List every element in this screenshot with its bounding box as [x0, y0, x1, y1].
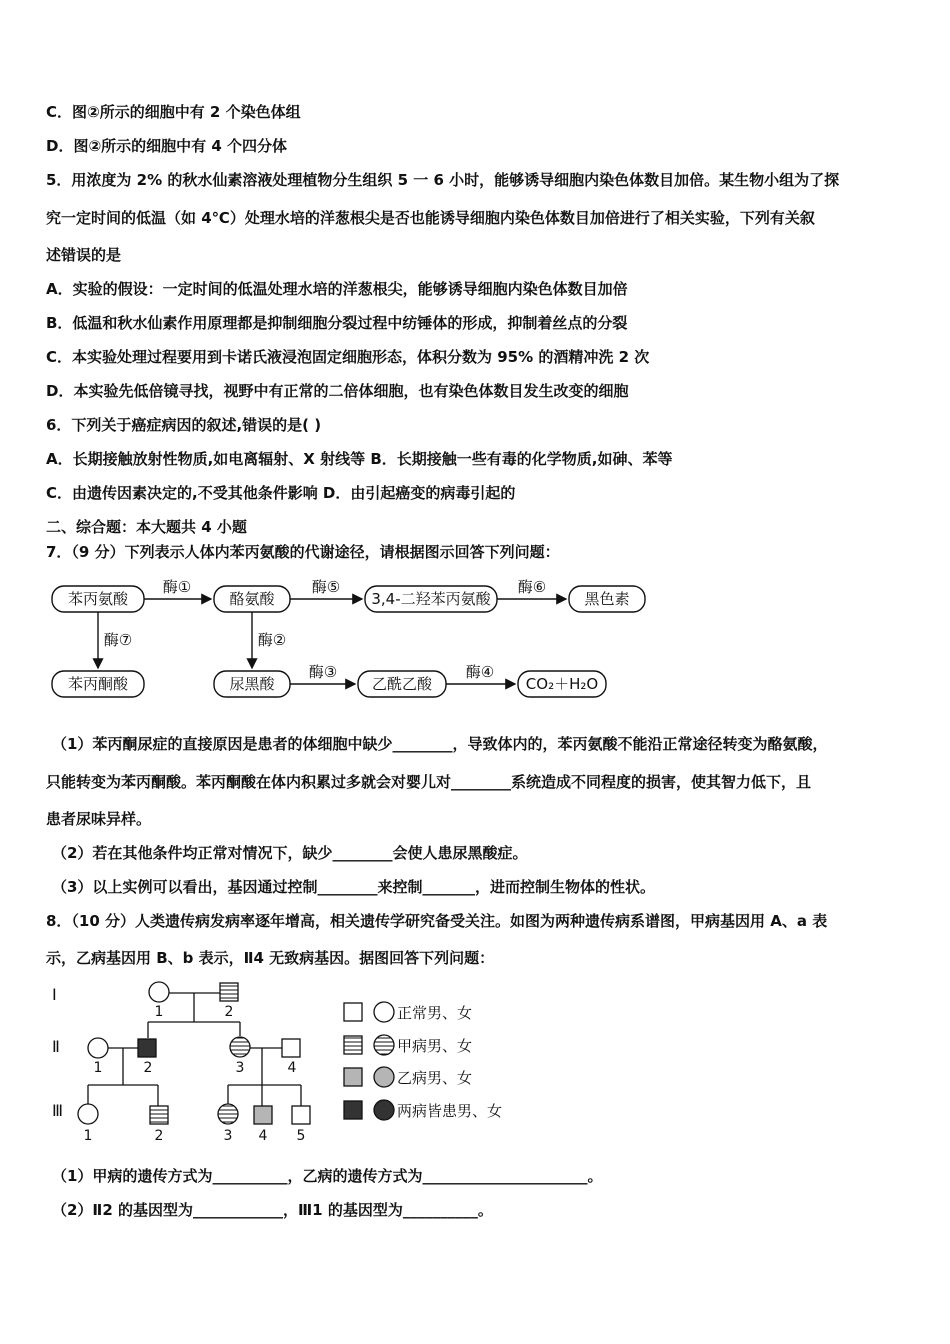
II-4-number: 4	[287, 1060, 297, 1076]
label-e6: 酶⑥	[517, 578, 547, 596]
node-dopa-box	[365, 586, 497, 612]
q7-part2: （2）若在其他条件均正常对情况下，缺少________会使人患尿黑酸症。	[52, 844, 528, 862]
II-2-number: 2	[143, 1060, 153, 1076]
node-phenylpyruvic-box	[52, 671, 144, 697]
label-e2: 酶②	[257, 631, 287, 649]
legend-yi-male-symbol	[344, 1068, 362, 1086]
I-2-jia-male	[220, 983, 238, 1001]
q5-option-d: D．本实验先低倍镜寻找，视野中有正常的二倍体细胞，也有染色体数目发生改变的细胞	[46, 382, 629, 400]
q5-stem-line2: 究一定时间的低温（如 4℃）处理水培的洋葱根尖是否也能诱导细胞内染色体数目加倍进行了相关实验，下列有关叙	[46, 209, 815, 227]
q8-part2: （2）Ⅱ2 的基因型为____________，Ⅲ1 的基因型为__________。	[52, 1201, 493, 1219]
q7-part1-line1: （1）苯丙酮尿症的直接原因是患者的体细胞中缺少________，导致体内的，苯丙氨酸不能沿正常途径转变为酪氨酸，	[52, 735, 828, 753]
label-e5: 酶⑤	[311, 578, 341, 596]
label-e3: 酶③	[308, 663, 338, 681]
label-e7: 酶⑦	[103, 631, 133, 649]
legend-both-male-symbol	[344, 1101, 362, 1119]
node-phenylalanine-box	[52, 586, 144, 612]
q5-stem-line1: 5．用浓度为 2% 的秋水仙素溶液处理植物分生组织 5 一 6 小时，能够诱导细胞内染色体数目加倍。某生物小组为了探	[46, 171, 840, 189]
II-4-normal-male	[282, 1039, 300, 1057]
section-2-heading: 二、综合题：本大题共 4 小题	[46, 518, 247, 536]
q5-stem-line3: 述错误的是	[46, 246, 122, 264]
node-melanin: 黑色素	[584, 590, 630, 608]
q6-options-ab: A．长期接触放射性物质,如电离辐射、X 射线等 B．长期接触一些有毒的化学物质,如砷、苯等	[46, 450, 673, 468]
q7-part1-line3: 患者尿味异样。	[46, 810, 152, 828]
q8-stem-line2: 示，乙病基因用 B、b 表示，Ⅱ4 无致病基因。据图回答下列问题：	[46, 949, 495, 967]
legend-yi-label: 乙病男、女	[397, 1069, 473, 1087]
q7-part3: （3）以上实例可以看出，基因通过控制________来控制_______，进而控制生物体的性状。	[52, 878, 655, 896]
q5-option-a: A．实验的假设：一定时间的低温处理水培的洋葱根尖，能够诱导细胞内染色体数目加倍	[46, 280, 628, 298]
label-e4: 酶④	[465, 663, 495, 681]
III-1-number: 1	[83, 1128, 93, 1144]
III-4-number: 4	[258, 1128, 268, 1144]
generation-II-label: Ⅱ	[52, 1037, 60, 1056]
q5-option-b: B．低温和秋水仙素作用原理都是抑制细胞分裂过程中纺锤体的形成，抑制着丝点的分裂	[46, 314, 628, 332]
q6-stem: 6．下列关于癌症病因的叙述,错误的是( )	[46, 416, 322, 434]
legend-normal-female-symbol	[374, 1002, 394, 1022]
q5-option-c: C．本实验处理过程要用到卡诺氏液浸泡固定细胞形态，体积分数为 95% 的酒精冲洗 2 次	[46, 348, 650, 366]
q8-stem-line1: 8．（10 分）人类遗传病发病率逐年增高，相关遗传学研究备受关注。如图为两种遗传病系谱图，甲病基因用 A、a 表	[46, 912, 828, 930]
II-2-both-male	[138, 1039, 156, 1057]
q4-option-c: C．图②所示的细胞中有 2 个染色体组	[46, 103, 301, 121]
node-co2-h2o: CO₂＋H₂O	[525, 675, 599, 693]
q8-part1: （1）甲病的遗传方式为__________，乙病的遗传方式为______________________。	[52, 1167, 603, 1185]
III-2-jia-male	[150, 1106, 168, 1124]
legend-both-female-symbol	[374, 1100, 394, 1120]
legend-yi-female-symbol	[374, 1067, 394, 1087]
node-tyrosine: 酪氨酸	[229, 590, 275, 608]
node-acetoacetic-box	[358, 671, 446, 697]
III-1-normal-female	[78, 1104, 98, 1124]
generation-III-label: Ⅲ	[52, 1101, 64, 1120]
node-tyrosine-box	[214, 586, 290, 612]
node-homogentisic: 尿黑酸	[229, 675, 275, 693]
III-4-yi-male	[254, 1106, 272, 1124]
node-co2-h2o-box	[518, 671, 606, 697]
q7-part1-line2: 只能转变为苯丙酮酸。苯丙酮酸在体内积累过多就会对婴儿对________系统造成不同程度的损害，使其智力低下，且	[46, 773, 812, 791]
q4-option-d: D．图②所示的细胞中有 4 个四分体	[46, 137, 288, 155]
legend-normal-label: 正常男、女	[397, 1004, 473, 1022]
node-dopa: 3,4-二羟苯丙氨酸	[371, 590, 491, 608]
legend-normal-male-symbol	[344, 1003, 362, 1021]
II-1-normal-female	[88, 1038, 108, 1058]
label-e1: 酶①	[162, 578, 192, 596]
I-1-number: 1	[154, 1004, 164, 1020]
II-3-number: 3	[235, 1060, 245, 1076]
I-2-number: 2	[224, 1004, 234, 1020]
generation-I-label: Ⅰ	[52, 985, 57, 1004]
legend-jia-female-symbol	[374, 1035, 394, 1055]
III-2-number: 2	[154, 1128, 164, 1144]
II-1-number: 1	[93, 1060, 103, 1076]
legend-both-label: 两病皆患男、女	[397, 1102, 503, 1120]
node-acetoacetic: 乙酰乙酸	[371, 675, 433, 693]
node-phenylalanine: 苯丙氨酸	[67, 590, 129, 608]
I-1-normal-female	[149, 982, 169, 1002]
III-3-number: 3	[223, 1128, 233, 1144]
legend-jia-label: 甲病男、女	[397, 1037, 473, 1055]
node-melanin-box	[569, 586, 645, 612]
III-5-number: 5	[296, 1128, 306, 1144]
q7-stem: 7．（9 分）下列表示人体内苯丙氨酸的代谢途径，请根据图示回答下列问题：	[46, 543, 560, 561]
legend-jia-male-symbol	[344, 1036, 362, 1054]
II-3-jia-female	[230, 1037, 250, 1057]
node-homogentisic-box	[214, 671, 290, 697]
q6-options-cd: C．由遗传因素决定的,不受其他条件影响 D．由引起癌变的病毒引起的	[46, 484, 516, 502]
node-phenylpyruvic: 苯丙酮酸	[67, 675, 129, 693]
III-5-normal-male	[292, 1106, 310, 1124]
III-3-jia-female	[218, 1104, 238, 1124]
